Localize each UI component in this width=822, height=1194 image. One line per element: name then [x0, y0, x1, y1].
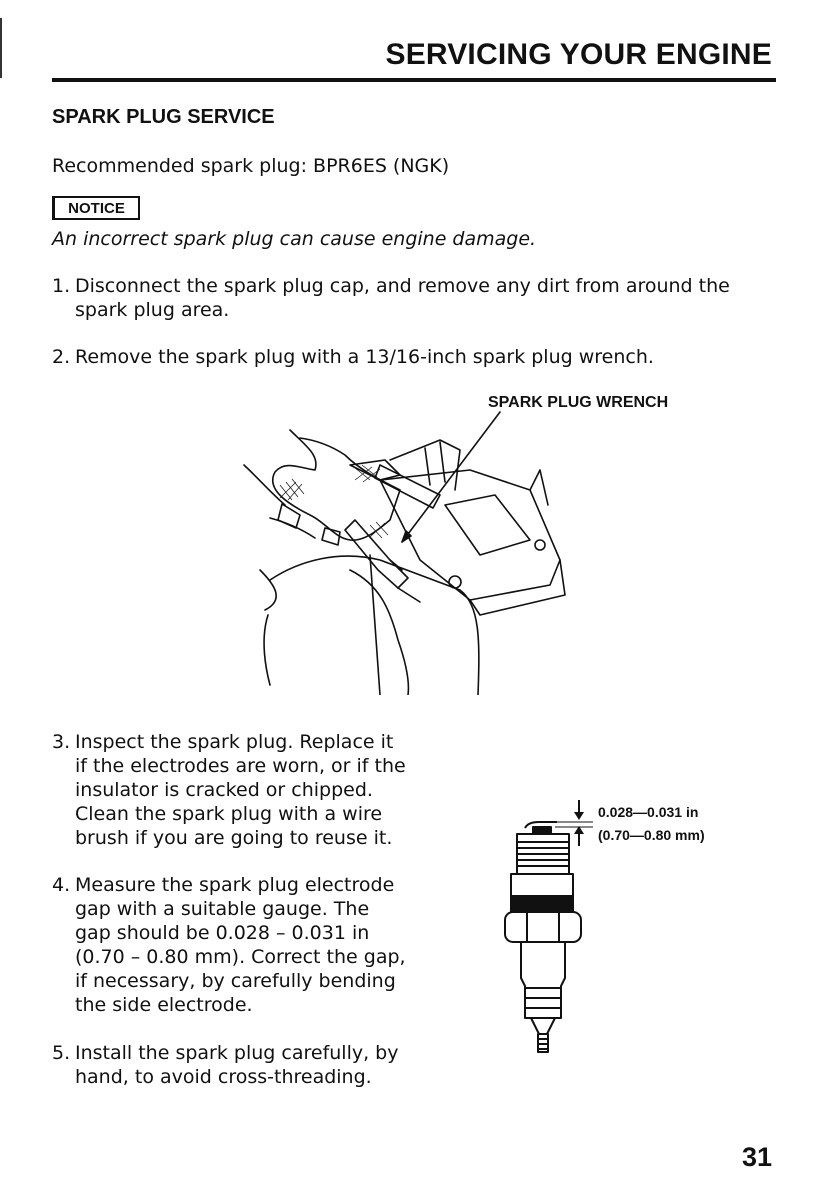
step-line: Measure the spark plug electrode [75, 874, 395, 896]
step-line: brush if you are going to reuse it. [75, 827, 393, 849]
page-edge-mark [0, 18, 2, 78]
step-5 [52, 1041, 432, 1091]
step-line: gap with a suitable gauge. The [75, 898, 370, 920]
step-line: Remove the spark plug with a 13/16-inch spark plug wrench. [75, 346, 654, 368]
step-4 [52, 873, 432, 1021]
step-line: hand, to avoid cross-threading. [75, 1066, 372, 1088]
step-number: 5. [52, 1042, 71, 1064]
step-3 [52, 730, 432, 855]
notice-text: An incorrect spark plug can cause engine damage. [52, 228, 537, 250]
gap-mm-label: (0.70—0.80 mm) [598, 827, 705, 843]
recommended-plug-text: Recommended spark plug: BPR6ES (NGK) [52, 155, 450, 177]
step-line: insulator is cracked or chipped. [75, 779, 373, 801]
wrench-label: SPARK PLUG WRENCH [488, 394, 669, 411]
step-line: gap should be 0.028 – 0.031 in [75, 922, 370, 944]
page-header-title: SERVICING YOUR ENGINE [385, 38, 772, 71]
spark-plug-illustration [495, 798, 595, 1058]
step-number: 3. [52, 731, 71, 753]
header-rule [52, 78, 776, 82]
step-line: Inspect the spark plug. Replace it [75, 731, 394, 753]
step-line: (0.70 – 0.80 mm). Correct the gap, [75, 946, 406, 968]
step-line: if necessary, by carefully bending [75, 970, 396, 992]
step-line: Disconnect the spark plug cap, and remove any dirt from around the [75, 275, 730, 297]
page-number: 31 [741, 1142, 772, 1172]
step-line: spark plug area. [75, 299, 230, 321]
step-line: if the electrodes are worn, or if the [75, 755, 406, 777]
step-line: the side electrode. [75, 994, 253, 1016]
step-number: 1. [52, 275, 71, 297]
step-line: Install the spark plug carefully, by [75, 1042, 399, 1064]
spark-plug-wrench-illustration [230, 410, 590, 695]
notice-badge [52, 196, 140, 220]
step-number: 4. [52, 874, 71, 896]
gap-inches-label: 0.028—0.031 in [598, 804, 699, 820]
step-line: Clean the spark plug with a wire [75, 803, 383, 825]
step-1 [52, 274, 782, 324]
notice-label: NOTICE [68, 199, 125, 217]
step-2 [52, 345, 782, 371]
step-number: 2. [52, 346, 71, 368]
section-title: SPARK PLUG SERVICE [52, 106, 275, 128]
